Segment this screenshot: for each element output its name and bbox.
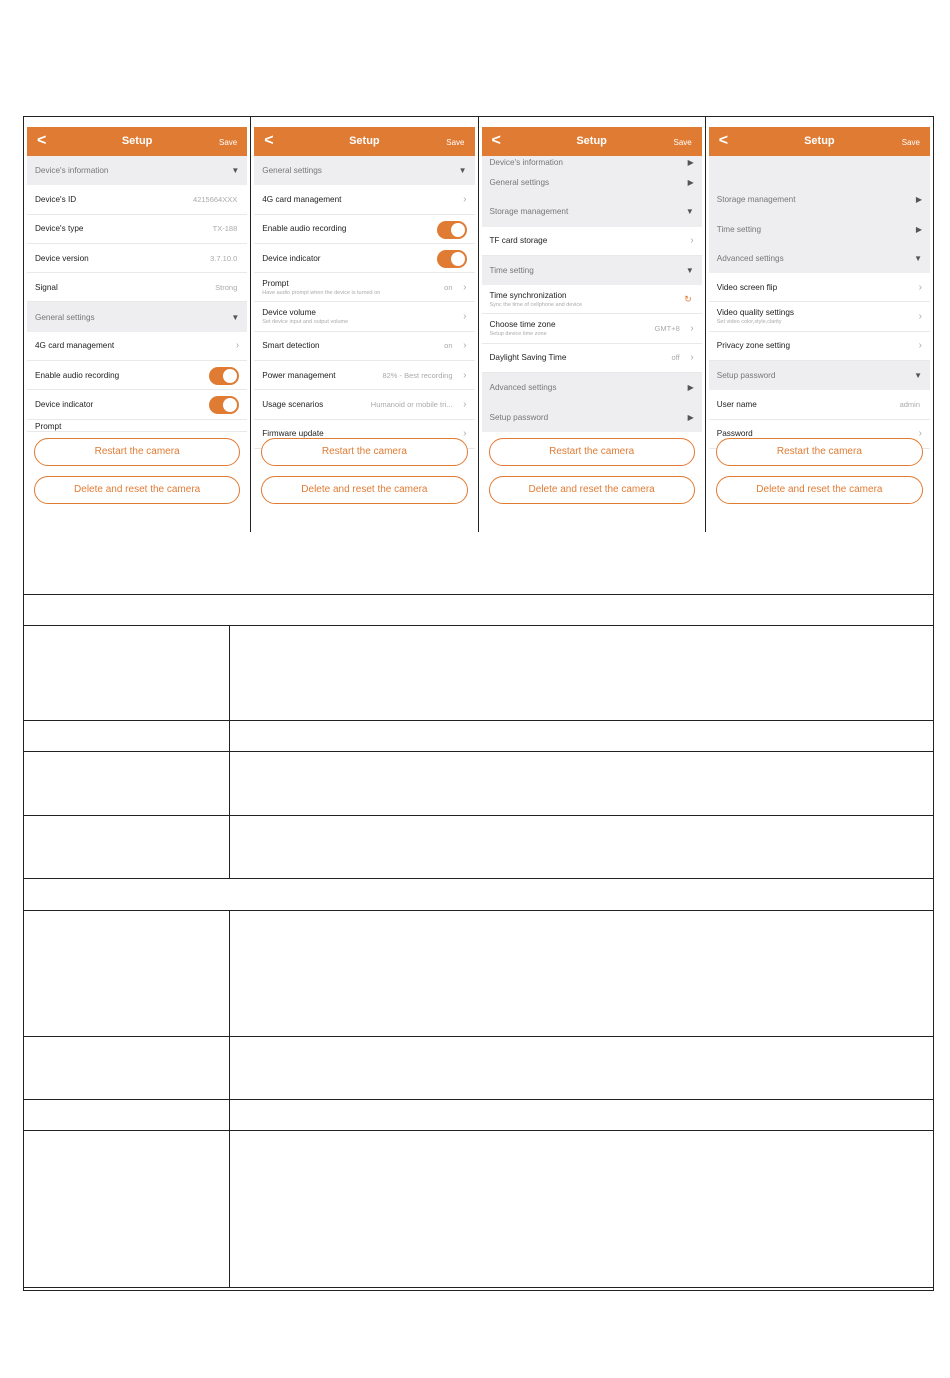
setting-label: User name bbox=[716, 400, 757, 410]
table-label-cell bbox=[24, 1131, 230, 1287]
chevron-right-icon: › bbox=[463, 340, 467, 352]
setting-description: Sync the time of cellphone and device bbox=[489, 302, 583, 309]
setting-row-privacy-zone-setting[interactable] bbox=[709, 332, 930, 361]
table-label-cell bbox=[24, 1100, 230, 1130]
restart-camera-button[interactable]: Restart the camera bbox=[489, 438, 695, 466]
group-header-general-settings[interactable] bbox=[254, 156, 474, 185]
setting-row-device-s-type[interactable] bbox=[27, 215, 247, 244]
setting-value: GMT+8 bbox=[654, 324, 680, 334]
chevron-right-icon: › bbox=[463, 193, 467, 205]
group-label: Storage management bbox=[716, 195, 796, 205]
setting-row-video-screen-flip[interactable] bbox=[709, 273, 930, 302]
chevron-right-icon: › bbox=[918, 428, 922, 440]
table-row bbox=[24, 752, 933, 816]
setting-value: 82% - Best recording bbox=[382, 370, 453, 380]
settings-list bbox=[254, 156, 474, 440]
save-button[interactable]: Save bbox=[219, 138, 238, 147]
back-arrow-icon[interactable]: < bbox=[264, 132, 274, 149]
chevron-right-icon: › bbox=[918, 340, 922, 352]
setting-row-prompt[interactable] bbox=[27, 420, 247, 432]
setting-value: Strong bbox=[215, 282, 238, 292]
phone-screen-3 bbox=[479, 117, 706, 532]
group-header-general-settings[interactable] bbox=[27, 302, 247, 331]
chevron-right-icon: › bbox=[690, 323, 694, 335]
toggle-switch[interactable] bbox=[209, 396, 239, 414]
triangle-down-icon: ▼ bbox=[685, 266, 694, 276]
setting-label: Device volume bbox=[262, 308, 316, 318]
setting-row-device-indicator[interactable] bbox=[27, 390, 247, 419]
setting-row-usage-scenarios[interactable] bbox=[254, 390, 474, 419]
back-arrow-icon[interactable]: < bbox=[718, 132, 729, 149]
settings-list bbox=[27, 156, 247, 431]
chevron-right-icon: › bbox=[463, 311, 467, 323]
restart-camera-button[interactable]: Restart the camera bbox=[261, 438, 467, 466]
setting-row-device-s-id[interactable] bbox=[27, 185, 247, 214]
setting-label: Smart detection bbox=[262, 341, 320, 351]
group-label: Storage management bbox=[489, 207, 569, 217]
setting-row-smart-detection[interactable] bbox=[254, 332, 474, 361]
toggle-switch[interactable] bbox=[437, 250, 467, 268]
group-header-advanced-settings[interactable] bbox=[709, 244, 930, 273]
delete-reset-camera-button[interactable]: Delete and reset the camera bbox=[489, 476, 695, 504]
app-header bbox=[27, 127, 247, 156]
page-title: Setup bbox=[121, 135, 153, 147]
group-header-device-s-information[interactable] bbox=[27, 156, 247, 185]
triangle-right-icon: ▶ bbox=[915, 195, 922, 205]
setting-label: Enable audio recording bbox=[262, 224, 347, 234]
group-header-time-setting[interactable] bbox=[709, 215, 930, 244]
triangle-right-icon: ▶ bbox=[915, 224, 922, 234]
group-header-setup-password[interactable] bbox=[709, 361, 930, 390]
setting-label: Time synchronization bbox=[489, 291, 567, 301]
group-label: Time setting bbox=[489, 266, 534, 276]
setting-label: Usage scenarios bbox=[262, 400, 324, 410]
setting-row-device-indicator[interactable] bbox=[254, 244, 474, 273]
group-label: General settings bbox=[262, 166, 322, 176]
chevron-right-icon: › bbox=[690, 235, 694, 247]
group-label: Device's information bbox=[489, 157, 563, 167]
setting-value: admin bbox=[899, 400, 920, 410]
screenshots-strip bbox=[24, 117, 933, 532]
setting-label: 4G card management bbox=[35, 341, 115, 351]
setting-value: 3.7.10.0 bbox=[210, 253, 238, 263]
table-row bbox=[24, 1037, 933, 1100]
setting-row-time-synchronization[interactable] bbox=[482, 285, 702, 314]
triangle-down-icon: ▼ bbox=[685, 207, 694, 217]
triangle-down-icon: ▼ bbox=[231, 312, 240, 322]
setting-row-tf-card-storage[interactable] bbox=[482, 227, 702, 256]
page-title: Setup bbox=[576, 135, 607, 147]
setting-row-daylight-saving-time[interactable] bbox=[482, 344, 702, 373]
group-header-general-settings[interactable] bbox=[482, 168, 702, 197]
group-label: Setup password bbox=[716, 371, 776, 381]
setting-value: off bbox=[671, 353, 680, 363]
save-button[interactable]: Save bbox=[673, 138, 692, 147]
chevron-right-icon: › bbox=[463, 369, 467, 381]
setting-row-signal[interactable] bbox=[27, 273, 247, 302]
phone-screen-2 bbox=[251, 117, 478, 532]
setting-description: Set video color,style,clarity bbox=[716, 319, 782, 326]
setting-row-4g-card-management[interactable] bbox=[27, 332, 247, 361]
restart-camera-button[interactable]: Restart the camera bbox=[716, 438, 923, 466]
group-header-storage-management[interactable] bbox=[482, 197, 702, 226]
setting-label: Choose time zone bbox=[489, 320, 556, 330]
table-row bbox=[24, 721, 933, 752]
group-header-storage-management[interactable] bbox=[709, 185, 930, 214]
app-header bbox=[482, 127, 702, 156]
setting-label: Device indicator bbox=[35, 400, 94, 410]
setting-label: Prompt bbox=[35, 421, 62, 431]
setting-row-user-name[interactable] bbox=[709, 390, 930, 419]
chevron-right-icon: › bbox=[918, 281, 922, 293]
triangle-down-icon: ▼ bbox=[914, 371, 922, 381]
table-row bbox=[24, 626, 933, 721]
group-header-setup-password[interactable] bbox=[482, 402, 702, 431]
triangle-right-icon: ▶ bbox=[687, 178, 694, 188]
save-button[interactable]: Save bbox=[901, 138, 920, 147]
phone-screen-4 bbox=[706, 117, 933, 532]
setting-label: Firmware update bbox=[262, 429, 324, 439]
setting-label: Daylight Saving Time bbox=[489, 353, 567, 363]
setting-label: 4G card management bbox=[262, 194, 342, 204]
group-header-device-s-information[interactable] bbox=[482, 156, 702, 168]
group-label: Advanced settings bbox=[489, 383, 557, 393]
document-frame bbox=[23, 116, 934, 1291]
chevron-right-icon: › bbox=[463, 428, 467, 440]
setting-description: Setup device time zone bbox=[489, 331, 547, 338]
sync-icon[interactable]: ↻ bbox=[684, 293, 692, 304]
group-label: Setup password bbox=[489, 412, 549, 422]
setting-label: Device version bbox=[35, 253, 89, 263]
page-title: Setup bbox=[349, 135, 380, 147]
save-button[interactable]: Save bbox=[446, 138, 465, 147]
table-label-cell bbox=[24, 911, 230, 1036]
chevron-right-icon: › bbox=[235, 340, 240, 352]
setting-row-enable-audio-recording[interactable] bbox=[27, 361, 247, 390]
setting-label: Password bbox=[716, 429, 753, 439]
description-table bbox=[24, 532, 933, 1288]
setting-description: Set device input and output volume bbox=[262, 319, 349, 326]
phone-screen-1 bbox=[24, 117, 251, 532]
group-header-time-setting[interactable] bbox=[482, 256, 702, 285]
group-header-blank[interactable] bbox=[709, 156, 930, 185]
setting-row-prompt[interactable] bbox=[254, 273, 474, 302]
table-label-cell bbox=[24, 626, 230, 720]
table-row bbox=[24, 1100, 933, 1131]
setting-label: Power management bbox=[262, 370, 336, 380]
setting-row-4g-card-management[interactable] bbox=[254, 185, 474, 214]
app-header bbox=[254, 127, 474, 156]
group-label: General settings bbox=[489, 178, 550, 188]
table-row bbox=[24, 911, 933, 1037]
setting-row-enable-audio-recording[interactable] bbox=[254, 215, 474, 244]
group-label: Device's information bbox=[35, 166, 109, 176]
group-header-advanced-settings[interactable] bbox=[482, 373, 702, 402]
triangle-right-icon: ▶ bbox=[687, 383, 694, 393]
table-label-cell bbox=[24, 752, 230, 815]
setting-description: Have audio prompt when the device is turned on bbox=[262, 290, 381, 297]
setting-label: Device indicator bbox=[262, 253, 321, 263]
triangle-right-icon: ▶ bbox=[687, 157, 694, 167]
chevron-right-icon: › bbox=[463, 399, 467, 411]
setting-label: Device's type bbox=[35, 224, 84, 234]
setting-value: TX-188 bbox=[212, 224, 238, 234]
setting-label: Device's ID bbox=[35, 194, 77, 204]
table-row bbox=[24, 879, 933, 911]
triangle-right-icon: ▶ bbox=[687, 412, 694, 422]
table-label-cell bbox=[24, 816, 230, 878]
group-label: Time setting bbox=[716, 224, 762, 234]
back-arrow-icon[interactable]: < bbox=[37, 132, 47, 149]
group-label: General settings bbox=[35, 312, 95, 322]
setting-value: 4215664XXX bbox=[193, 194, 238, 204]
triangle-down-icon: ▼ bbox=[914, 254, 922, 264]
delete-reset-camera-button[interactable]: Delete and reset the camera bbox=[716, 476, 923, 504]
setting-label: Enable audio recording bbox=[35, 370, 120, 380]
setting-label: Signal bbox=[35, 282, 58, 292]
back-arrow-icon[interactable]: < bbox=[491, 132, 501, 149]
setting-value: on bbox=[444, 282, 453, 292]
setting-row-video-quality-settings[interactable] bbox=[709, 302, 930, 331]
setting-label: Video quality settings bbox=[716, 308, 794, 318]
table-row bbox=[24, 532, 933, 595]
chevron-right-icon: › bbox=[690, 352, 694, 364]
table-label-cell bbox=[24, 721, 230, 751]
restart-camera-button[interactable]: Restart the camera bbox=[34, 438, 240, 466]
page-title: Setup bbox=[804, 135, 835, 147]
delete-reset-camera-button[interactable]: Delete and reset the camera bbox=[261, 476, 467, 504]
chevron-right-icon: › bbox=[463, 281, 467, 293]
setting-row-power-management[interactable] bbox=[254, 361, 474, 390]
table-row bbox=[24, 816, 933, 879]
setting-label: Prompt bbox=[262, 279, 289, 289]
settings-list bbox=[709, 156, 930, 440]
table-row bbox=[24, 595, 933, 626]
app-header bbox=[709, 127, 930, 156]
setting-row-device-volume[interactable] bbox=[254, 302, 474, 331]
group-label: Advanced settings bbox=[716, 254, 784, 264]
triangle-down-icon: ▼ bbox=[458, 166, 467, 176]
setting-label: Video screen flip bbox=[716, 282, 778, 292]
toggle-switch[interactable] bbox=[437, 221, 467, 239]
setting-label: Privacy zone setting bbox=[716, 341, 791, 351]
setting-row-choose-time-zone[interactable] bbox=[482, 314, 702, 343]
setting-label: TF card storage bbox=[489, 236, 548, 246]
settings-list bbox=[482, 156, 702, 424]
triangle-down-icon: ▼ bbox=[231, 166, 240, 176]
table-label-cell bbox=[24, 1037, 230, 1099]
table-row bbox=[24, 1131, 933, 1288]
setting-value: on bbox=[444, 341, 453, 351]
chevron-right-icon: › bbox=[918, 311, 922, 323]
delete-reset-camera-button[interactable]: Delete and reset the camera bbox=[34, 476, 240, 504]
setting-row-device-version[interactable] bbox=[27, 244, 247, 273]
setting-value: Humanoid or mobile tri... bbox=[370, 400, 453, 410]
toggle-switch[interactable] bbox=[209, 367, 239, 385]
